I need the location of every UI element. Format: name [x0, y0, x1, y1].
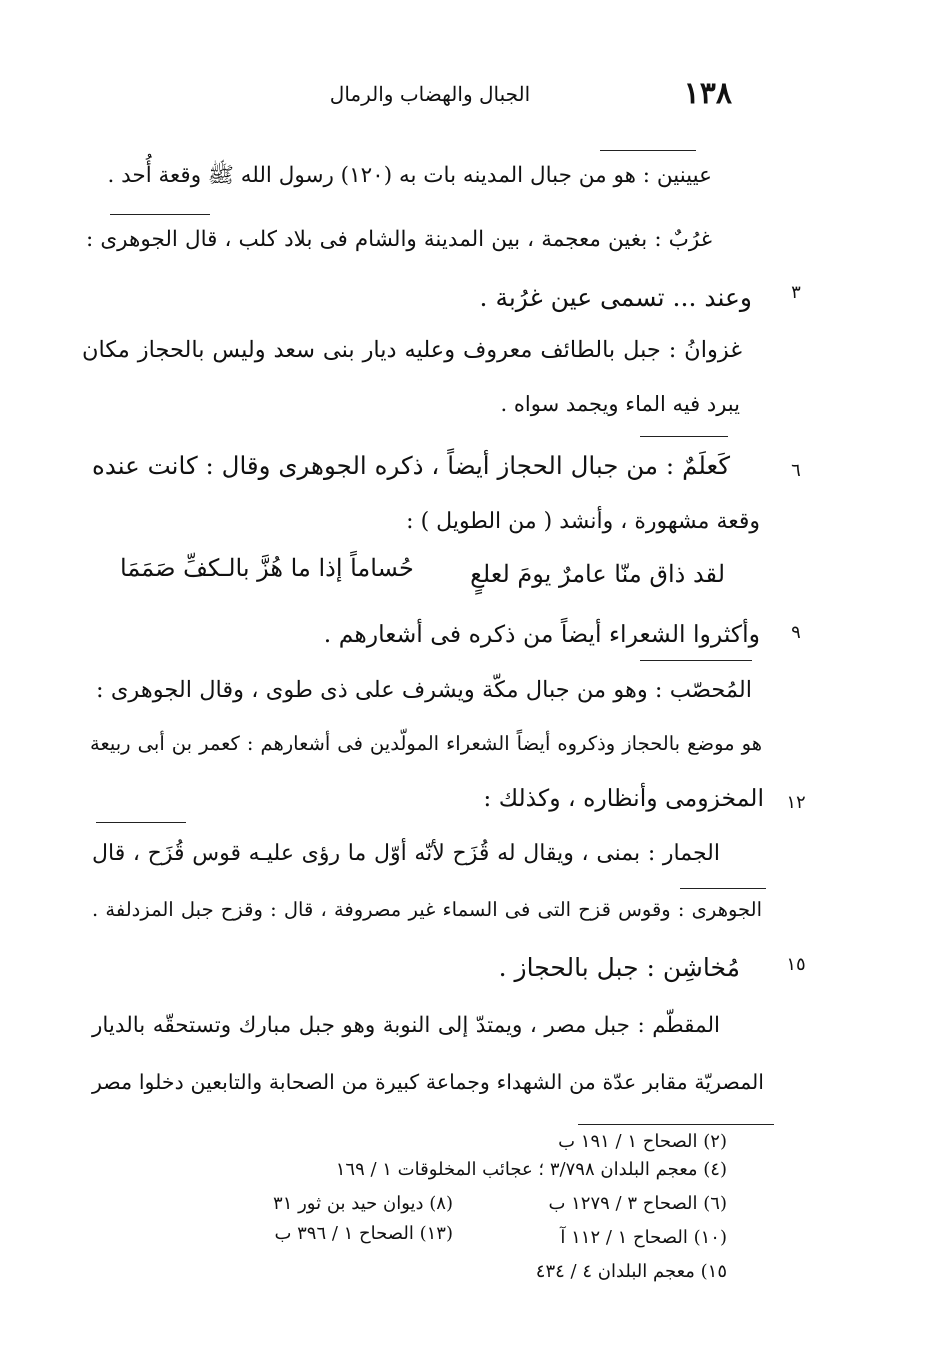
text-line: وعند ... تسمى عين غرُبة . [479, 283, 752, 312]
text-line: كَعلَمٌ : من جبال الحجاز أيضاً ، ذكره الجوهرى وقال : كانت عنده [92, 451, 730, 480]
footnote: (١٣) الصحاح ١ / ٣٩٦ ب [274, 1223, 453, 1244]
footnote: ١٥) معجم البلدان ٤ / ٤٣٤ [535, 1261, 727, 1282]
headword-overline [600, 150, 696, 151]
text-line: مُخاشِن : جبل بالحجاز . [498, 953, 740, 982]
headword-overline [110, 214, 210, 215]
text-line: الجمار : بمنى ، ويقال له قُزَح لأنّه أوّل ما رؤى عليـه قوس قُزَح ، قال [92, 841, 720, 866]
line-number-12: ١٢ [786, 792, 806, 813]
footnote-rule [578, 1124, 774, 1125]
footnote: (٢) الصحاح ١ / ١٩١ ب [558, 1131, 727, 1152]
footnote: (٦) الصحاح ٣ / ١٢٧٩ ب [548, 1193, 727, 1214]
line-number-9: ٩ [791, 622, 801, 643]
line-number-6: ٦ [791, 460, 801, 481]
line-number-3: ٣ [791, 282, 801, 303]
page-number: ١٣٨ [683, 76, 732, 111]
text-line: يبرد فيه الماء ويجمد سواه . [500, 392, 740, 416]
text-line: المصريّة مقابر عدّة من الشهداء وجماعة كبيرة من الصحابة والتابعين دخلوا مصر [92, 1070, 764, 1094]
headword-overline [680, 888, 766, 889]
text-line: وقعة مشهورة ، وأنشد ( من الطويل ) : [406, 509, 760, 534]
headword-overline [640, 660, 752, 661]
line-number-15: ١٥ [786, 954, 806, 975]
text-line: المُحصّب : وهو من جبال مكّة ويشرف على ذى طوى ، وقال الجوهرى : [96, 677, 752, 703]
poem-hemistich-first: لقد ذاق منّا عامرٌ يومَ لعلعٍ [470, 560, 725, 588]
text-line: المقطّم : جبل مصر ، ويمتدّ إلى النوبة وهو جبل مبارك وتستحقّه بالديار [92, 1013, 720, 1038]
text-line: المخزومى وأنظاره ، وكذلك : [483, 784, 764, 812]
headword-overline [96, 822, 186, 823]
text-line: غرُبٌ : بغين معجمة ، بين المدينة والشام فى بلاد كلب ، قال الجوهرى : [86, 227, 712, 252]
footnote: (٨) ديوان حيد بن ثور ٣١ [273, 1193, 453, 1214]
text-line: عيينين : هو من جبال المدينه بات به (١٢٠) رسول الله ﷺ وقعة أُحد . [107, 163, 712, 188]
text-line: هو موضع بالحجاز وذكروه أيضاً الشعراء المولّدين فى أشعارهم : كعمر بن أبى ربيعة [90, 732, 762, 755]
text-line: غزوانُ : جبل بالطائف معروف وعليه ديار بنى سعد وليس بالحجاز مكان [82, 337, 742, 363]
running-title: الجبال والهضاب والرمال [329, 82, 531, 106]
footnote: (٤) معجم البلدان ٣/٧٩٨ ؛ عجائب المخلوقات ١ / ١٦٩ [335, 1159, 727, 1180]
footnote: (١٠) الصحاح ١ / ١١٢ آ [560, 1227, 727, 1248]
text-line: الجوهرى : وقوس قزح التى فى السماء غير مصروفة ، قال : وقزح جبل المزدلفة . [92, 898, 762, 921]
text-line: وأكثروا الشعراء أيضاً من ذكره فى أشعارهم . [323, 620, 760, 648]
poem-hemistich-second: حُساماً إذا ما هُزَّ بالـكفِّ صَمَمَا [120, 554, 414, 582]
headword-overline [640, 436, 728, 437]
